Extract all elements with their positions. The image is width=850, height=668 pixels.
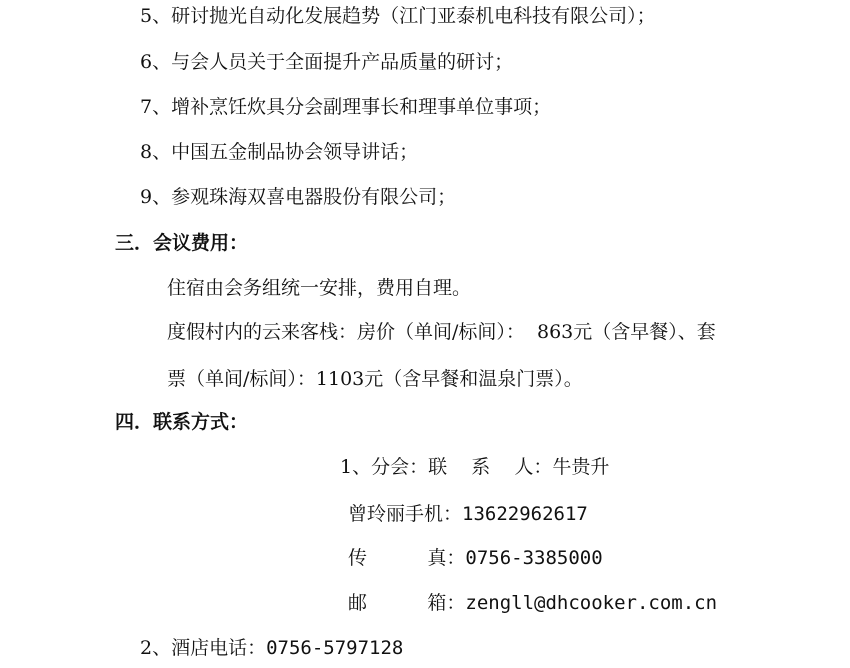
mobile-label: 曾玲丽手机： (348, 503, 463, 525)
section-heading-contact: 四．联系方式： (115, 411, 249, 433)
fees-paragraph-2: 度假村内的云来客栈：房价（单间/标间）： 863元（含早餐）、套 (167, 321, 716, 343)
fax-value: 0756-3385000 (465, 547, 603, 569)
hotel-phone-row (140, 636, 403, 660)
contact-person-name: 牛贵升 (552, 456, 610, 478)
agenda-item-6: 6、与会人员关于全面提升产品质量的研讨； (140, 51, 514, 73)
fax-row (348, 546, 603, 570)
fees-paragraph-3: 票（单间/标间）：1103元（含早餐和温泉门票）。 (167, 368, 583, 390)
email-row (348, 591, 717, 615)
branch-prefix: 1、分会： (340, 456, 429, 478)
hotel-phone-label: 2、酒店电话： (140, 637, 267, 659)
agenda-item-5: 5、研讨抛光自动化发展趋势（江门亚泰机电科技有限公司）； (140, 5, 656, 27)
email-value[interactable]: zengll@dhcooker.com.cn (465, 592, 718, 614)
fees-paragraph-1: 住宿由会务组统一安排，费用自理。 (167, 277, 472, 299)
contact-person-label: 联 系 人： (428, 456, 553, 478)
agenda-item-9: 9、参观珠海双喜电器股份有限公司； (140, 186, 457, 208)
email-label: 邮 箱： (348, 592, 466, 614)
agenda-item-7: 7、增补烹饪炊具分会副理事长和理事单位事项； (140, 96, 552, 118)
branch-contact-row (340, 455, 609, 479)
section-heading-fees: 三．会议费用： (115, 232, 249, 254)
agenda-item-8: 8、中国五金制品协会领导讲话； (140, 141, 419, 163)
hotel-phone-value: 0756-5797128 (266, 637, 404, 659)
fax-label: 传 真： (348, 547, 466, 569)
mobile-row (348, 502, 588, 526)
mobile-value: 13622962617 (462, 503, 588, 525)
